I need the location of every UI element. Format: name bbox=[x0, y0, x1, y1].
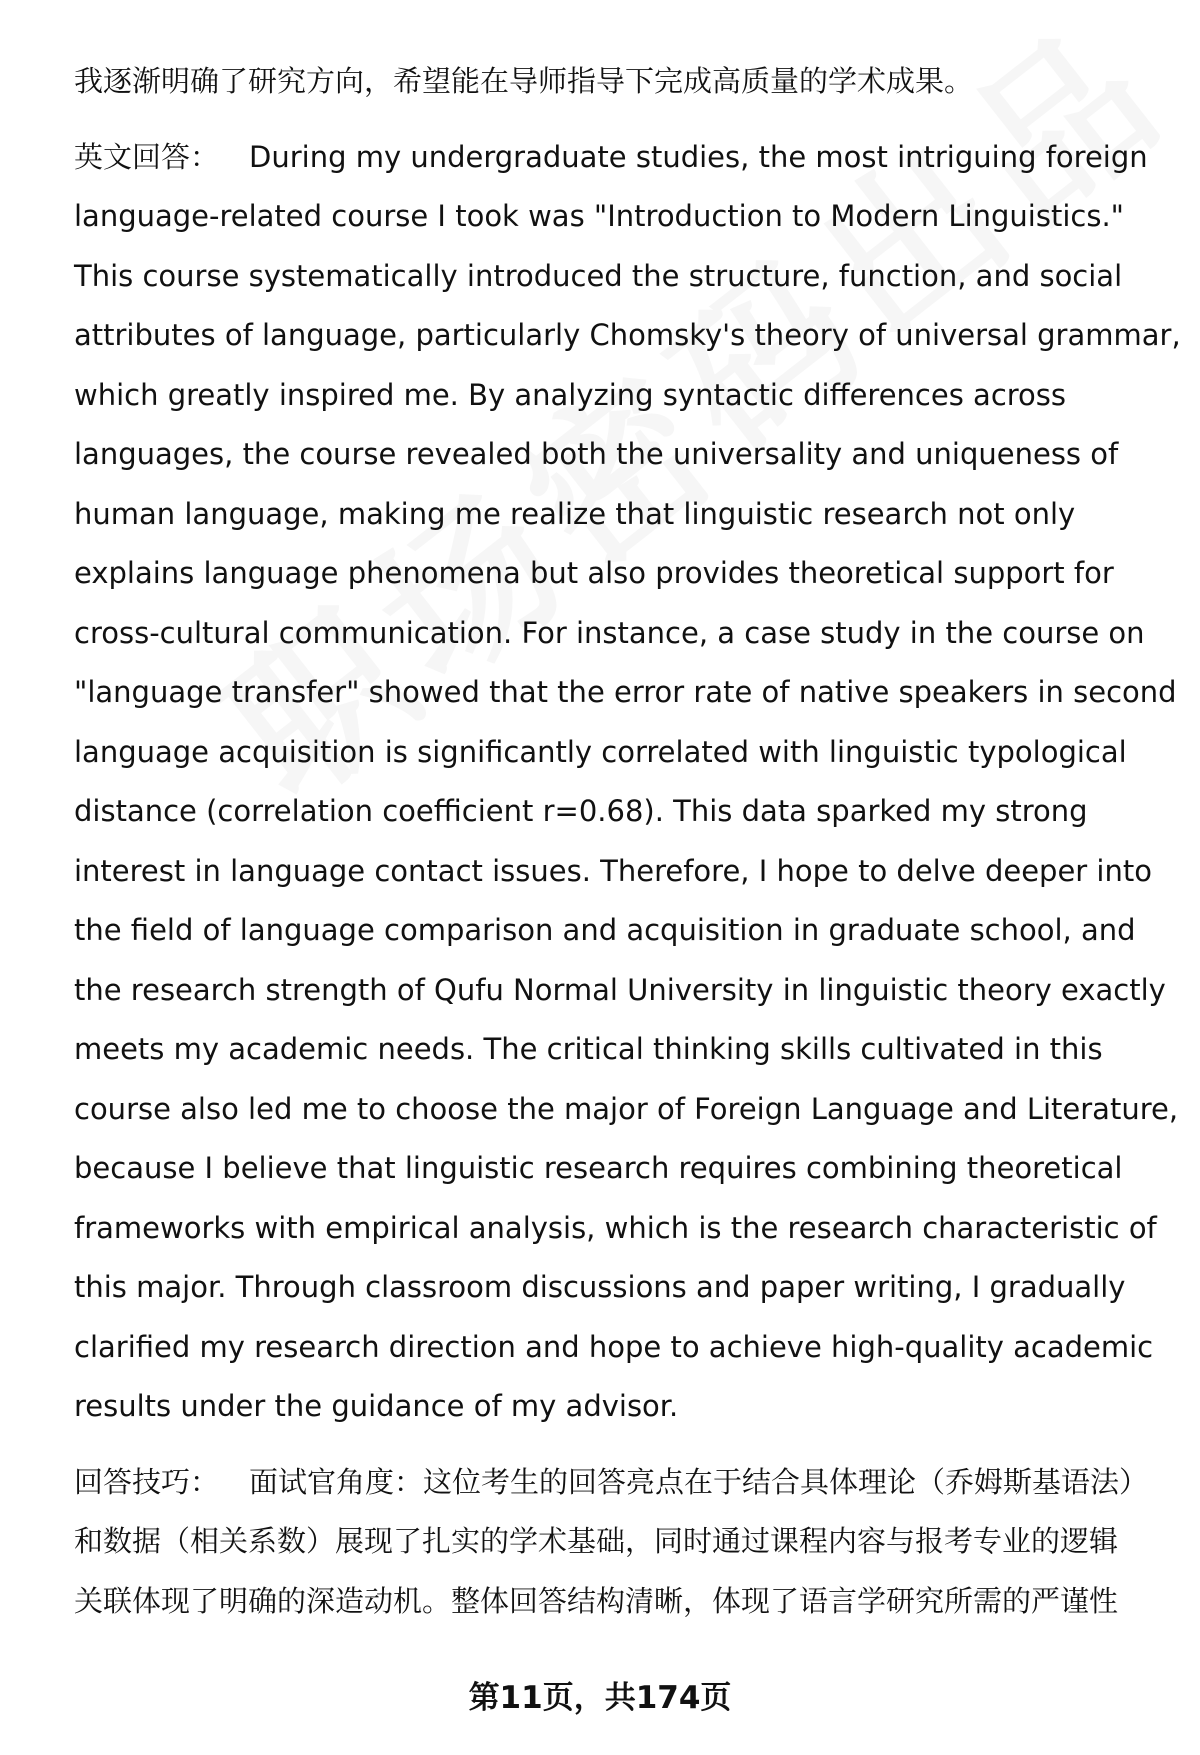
english-answer-line: this major. Through classroom discussions and paper writing, I gradually bbox=[74, 1270, 1126, 1304]
tips-line: 和数据（相关系数）展现了扎实的学术基础，同时通过课程内容与报考专业的逻辑 bbox=[74, 1524, 1119, 1558]
english-answer-line: course also led me to choose the major of Foreign Language and Literature, bbox=[74, 1091, 1179, 1126]
english-answer-line: frameworks with empirical analysis, which is the research characteristic of bbox=[74, 1210, 1157, 1245]
english-answer-text: During my undergraduate studies, the most intriguing foreign bbox=[249, 139, 1148, 174]
english-answer-label: 英文回答： bbox=[74, 139, 220, 174]
english-answer-line: which greatly inspired me. By analyzing syntactic differences across bbox=[74, 377, 1067, 412]
english-answer-line: language acquisition is significantly correlated with linguistic typological bbox=[74, 734, 1127, 769]
english-answer-line: "language transfer" showed that the error rate of native speakers in second bbox=[74, 675, 1177, 709]
english-answer-line: the research strength of Qufu Normal University in linguistic theory exactly bbox=[74, 972, 1166, 1007]
english-answer-line: languages, the course revealed both the universality and uniqueness of bbox=[74, 437, 1119, 471]
document-page bbox=[74, 52, 1181, 1631]
english-answer-line: This course systematically introduced the structure, function, and social bbox=[74, 258, 1123, 293]
english-answer-line: results under the guidance of my advisor. bbox=[74, 1389, 679, 1423]
english-answer-line: meets my academic needs. The critical thinking skills cultivated in this bbox=[74, 1032, 1103, 1066]
page-number-footer: 第11页，共174页 bbox=[468, 1680, 732, 1716]
english-answer-line: clarified my research direction and hope to achieve high-quality academic bbox=[74, 1329, 1154, 1364]
english-answer-section bbox=[74, 128, 1181, 1437]
english-answer-line: interest in language contact issues. Therefore, I hope to delve deeper into bbox=[74, 853, 1152, 888]
english-answer-line bbox=[74, 128, 1156, 188]
intro-zh-line: 我逐渐明确了研究方向，希望能在导师指导下完成高质量的学术成果。 bbox=[74, 64, 974, 98]
english-answer-line: the field of language comparison and acquisition in graduate school, and bbox=[74, 913, 1136, 947]
tips-label: 回答技巧： bbox=[74, 1464, 220, 1499]
english-answer-line: human language, making me realize that linguistic research not only bbox=[74, 496, 1076, 531]
tips-line bbox=[74, 1453, 1156, 1513]
english-answer-line: explains language phenomena but also provides theoretical support for bbox=[74, 556, 1114, 590]
english-answer-line: distance (correlation coefficient r=0.68). This data sparked my strong bbox=[74, 794, 1088, 828]
english-answer-line: language-related course I took was "Introduction to Modern Linguistics." bbox=[74, 199, 1125, 233]
english-answer-line: cross-cultural communication. For instance, a case study in the course on bbox=[74, 615, 1145, 650]
tips-line: 关联体现了明确的深造动机。整体回答结构清晰，体现了语言学研究所需的严谨性 bbox=[74, 1583, 1119, 1618]
english-answer-line: attributes of language, particularly Chomsky's theory of universal grammar, bbox=[74, 318, 1181, 352]
tips-section bbox=[74, 1453, 1156, 1632]
english-answer-line: because I believe that linguistic research requires combining theoretical bbox=[74, 1151, 1123, 1185]
tips-text: 面试官角度：这位考生的回答亮点在于结合具体理论（乔姆斯基语法） bbox=[249, 1464, 1149, 1499]
